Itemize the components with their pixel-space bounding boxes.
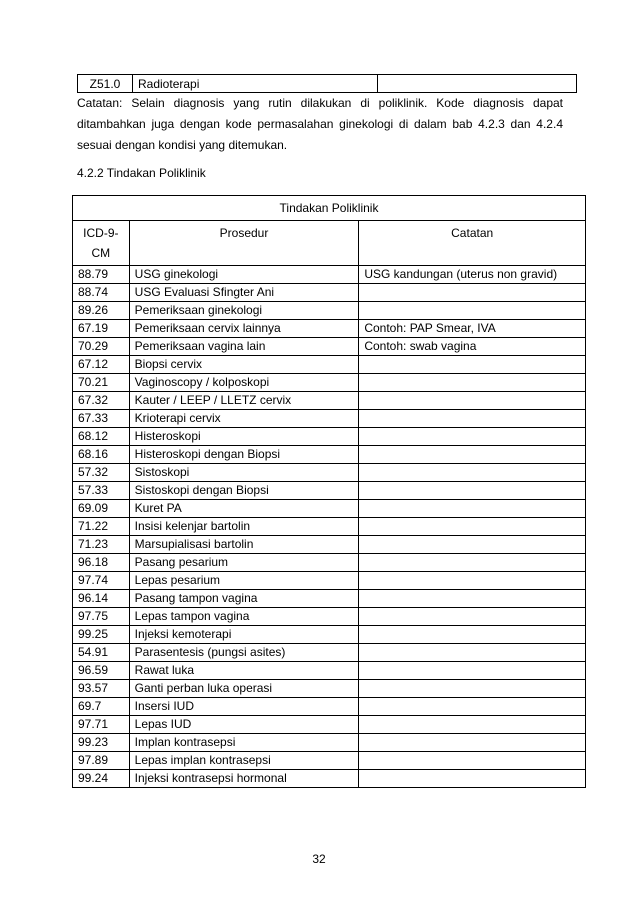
procedure-cell: Kauter / LEEP / LLETZ cervix	[129, 392, 359, 410]
table-row	[73, 662, 586, 680]
icd-code-cell: 68.16	[73, 446, 130, 464]
procedure-cell: Krioterapi cervix	[129, 410, 359, 428]
procedure-cell: Histeroskopi	[129, 428, 359, 446]
table-header-row	[73, 221, 586, 266]
note-cell	[359, 446, 586, 464]
icd-code-cell: 96.18	[73, 554, 130, 572]
procedures-table	[72, 195, 586, 788]
icd-code-cell: 97.75	[73, 608, 130, 626]
note-paragraph	[77, 93, 563, 156]
table-row	[73, 626, 586, 644]
procedure-cell: Injeksi kemoterapi	[129, 626, 359, 644]
icd-code-cell: 69.09	[73, 500, 130, 518]
icd-code-cell: 93.57	[73, 680, 130, 698]
icd-code-cell: 96.59	[73, 662, 130, 680]
procedure-cell: Histeroskopi dengan Biopsi	[129, 446, 359, 464]
table-row	[78, 75, 577, 93]
icd-code-cell: 97.89	[73, 752, 130, 770]
note-cell	[359, 698, 586, 716]
table-row	[73, 770, 586, 788]
column-header-catatan: Catatan	[359, 221, 586, 266]
table-row	[73, 572, 586, 590]
table-row	[73, 446, 586, 464]
procedure-cell: Lepas implan kontrasepsi	[129, 752, 359, 770]
procedure-cell: USG Evaluasi Sfingter Ani	[129, 284, 359, 302]
procedure-cell: Kuret PA	[129, 500, 359, 518]
icd-code-cell: 67.33	[73, 410, 130, 428]
table-row	[73, 284, 586, 302]
procedure-cell: USG ginekologi	[129, 266, 359, 284]
procedure-cell: Sistoskopi	[129, 464, 359, 482]
table-row	[73, 266, 586, 284]
table-title: Tindakan Poliklinik	[73, 196, 586, 221]
table-row	[73, 392, 586, 410]
table-row	[73, 644, 586, 662]
procedure-cell: Implan kontrasepsi	[129, 734, 359, 752]
icd-code-cell: 57.33	[73, 482, 130, 500]
section-heading: 4.2.2 Tindakan Poliklinik	[77, 166, 206, 180]
table-row	[73, 410, 586, 428]
icd-code-cell: Z51.0	[78, 75, 133, 93]
icd-code-cell: 70.29	[73, 338, 130, 356]
table-row	[73, 356, 586, 374]
icd-code-cell: 71.22	[73, 518, 130, 536]
note-cell	[359, 572, 586, 590]
note-cell	[359, 752, 586, 770]
note-cell	[359, 734, 586, 752]
procedure-cell: Rawat luka	[129, 662, 359, 680]
note-cell	[359, 536, 586, 554]
table-row	[73, 482, 586, 500]
icd-code-cell: 96.14	[73, 590, 130, 608]
note-cell	[359, 518, 586, 536]
icd-code-cell: 68.12	[73, 428, 130, 446]
table-row	[73, 464, 586, 482]
icd-code-cell: 70.21	[73, 374, 130, 392]
table-row	[73, 518, 586, 536]
icd-code-cell: 88.79	[73, 266, 130, 284]
procedure-cell: Lepas IUD	[129, 716, 359, 734]
note-cell	[359, 482, 586, 500]
procedure-cell: Biopsi cervix	[129, 356, 359, 374]
column-header-icd: ICD-9-CM	[73, 221, 130, 266]
procedure-cell: Pasang pesarium	[129, 554, 359, 572]
icd-code-cell: 88.74	[73, 284, 130, 302]
table-row	[73, 716, 586, 734]
icd-code-cell: 67.12	[73, 356, 130, 374]
table-title-row	[73, 196, 586, 221]
note-text: Catatan: Selain diagnosis yang rutin dilakukan di poliklinik. Kode diagnosis dapat ditambahkan juga dengan kode permasalahan ginekologi di dalam bab 4.2.3 dan 4.2.4 sesuai dengan kondisi yang ditemukan.	[77, 96, 563, 152]
procedure-cell: Pemeriksaan cervix lainnya	[129, 320, 359, 338]
icd-code-cell: 89.26	[73, 302, 130, 320]
table-row	[73, 680, 586, 698]
note-cell	[359, 680, 586, 698]
table-row	[73, 500, 586, 518]
note-cell	[359, 770, 586, 788]
table-row	[73, 554, 586, 572]
note-cell	[359, 644, 586, 662]
procedure-cell: Parasentesis (pungsi asites)	[129, 644, 359, 662]
note-cell	[378, 75, 577, 93]
note-cell	[359, 716, 586, 734]
icd-code-cell: 67.32	[73, 392, 130, 410]
table-row	[73, 608, 586, 626]
table-row	[73, 320, 586, 338]
procedure-cell: Pemeriksaan ginekologi	[129, 302, 359, 320]
table-row	[73, 590, 586, 608]
note-cell	[359, 626, 586, 644]
procedure-cell: Lepas tampon vagina	[129, 608, 359, 626]
procedure-cell: Lepas pesarium	[129, 572, 359, 590]
procedure-cell: Marsupialisasi bartolin	[129, 536, 359, 554]
icd-code-cell: 71.23	[73, 536, 130, 554]
note-cell	[359, 428, 586, 446]
note-cell	[359, 500, 586, 518]
procedure-cell: Vaginoscopy / kolposkopi	[129, 374, 359, 392]
icd-code-cell: 54.91	[73, 644, 130, 662]
note-cell	[359, 464, 586, 482]
note-cell: Contoh: swab vagina	[359, 338, 586, 356]
icd-code-cell: 69.7	[73, 698, 130, 716]
note-cell	[359, 284, 586, 302]
note-cell: Contoh: PAP Smear, IVA	[359, 320, 586, 338]
page-number: 32	[312, 852, 326, 866]
note-cell	[359, 590, 586, 608]
procedure-cell: Injeksi kontrasepsi hormonal	[129, 770, 359, 788]
icd-code-cell: 99.24	[73, 770, 130, 788]
icd-code-cell: 97.71	[73, 716, 130, 734]
icd-code-cell: 67.19	[73, 320, 130, 338]
note-cell	[359, 554, 586, 572]
diagnosis-table-continuation	[77, 74, 577, 93]
procedure-cell: Pemeriksaan vagina lain	[129, 338, 359, 356]
table-row	[73, 536, 586, 554]
note-cell: USG kandungan (uterus non gravid)	[359, 266, 586, 284]
note-cell	[359, 374, 586, 392]
table-row	[73, 428, 586, 446]
note-cell	[359, 302, 586, 320]
procedure-cell: Sistoskopi dengan Biopsi	[129, 482, 359, 500]
procedure-cell: Insisi kelenjar bartolin	[129, 518, 359, 536]
table-row	[73, 752, 586, 770]
table-row	[73, 734, 586, 752]
icd-code-cell: 57.32	[73, 464, 130, 482]
procedure-cell: Pasang tampon vagina	[129, 590, 359, 608]
icd-code-cell: 99.23	[73, 734, 130, 752]
note-cell	[359, 356, 586, 374]
icd-code-cell: 97.74	[73, 572, 130, 590]
procedure-cell: Ganti perban luka operasi	[129, 680, 359, 698]
table-row	[73, 698, 586, 716]
note-cell	[359, 608, 586, 626]
procedure-cell: Insersi IUD	[129, 698, 359, 716]
note-cell	[359, 410, 586, 428]
diagnosis-cell: Radioterapi	[133, 75, 378, 93]
table-row	[73, 302, 586, 320]
column-header-prosedur: Prosedur	[129, 221, 359, 266]
note-cell	[359, 392, 586, 410]
note-cell	[359, 662, 586, 680]
icd-code-cell: 99.25	[73, 626, 130, 644]
table-row	[73, 338, 586, 356]
table-row	[73, 374, 586, 392]
